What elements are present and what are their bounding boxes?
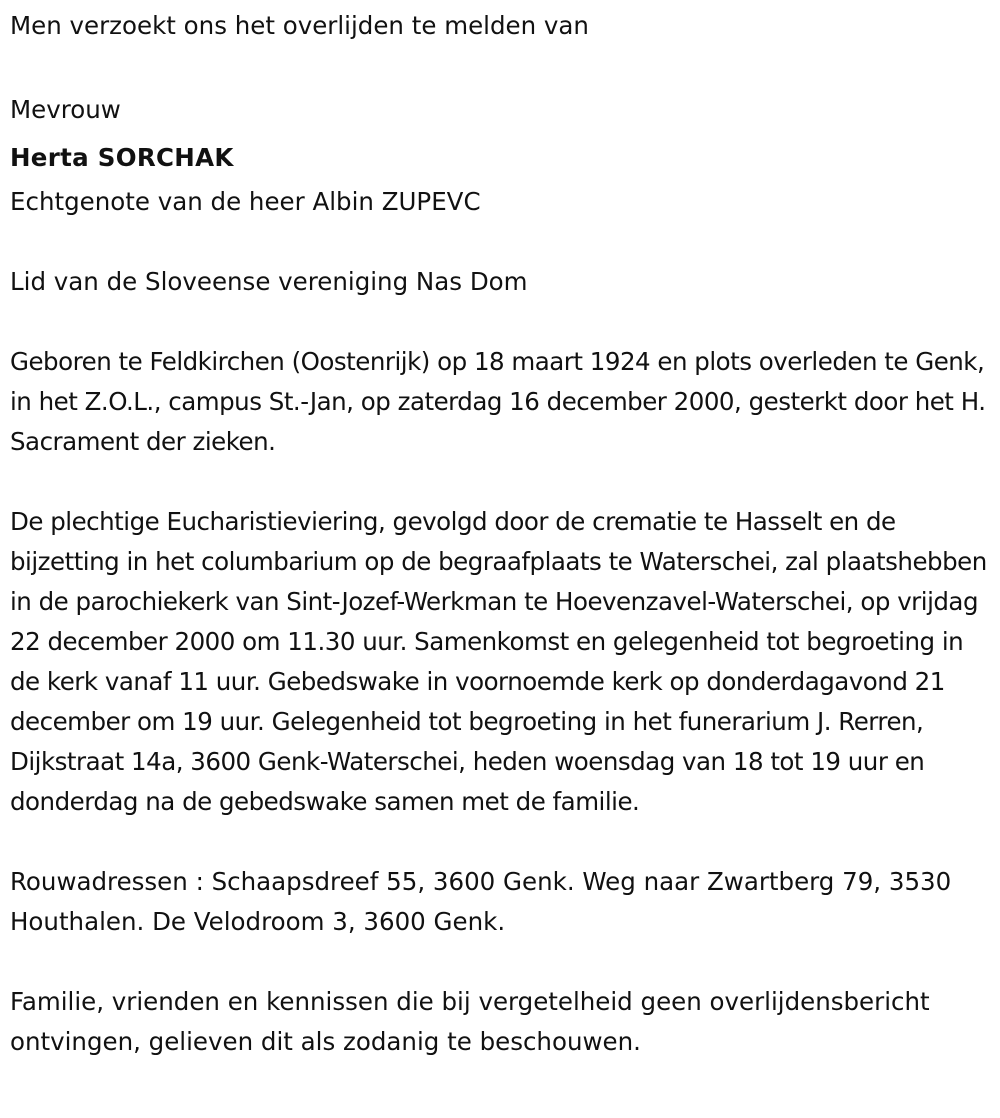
spacer bbox=[10, 822, 994, 862]
ceremony-paragraph: De plechtige Eucharistieviering, gevolgd door de crematie te Hasselt en de bijzetting in het columbarium op de begraafplaats te Waterschei, zal plaatshebben in de parochiekerk van Sint-Jozef-Werkman te Hoevenzavel-Waterschei, op vrijdag 22 december 2000 om 11.30 uur. Samenkomst en gelegenheid tot begroeting in de kerk vanaf 11 uur. Gebedswake in voornoemde kerk op donderdagavond 21 december om 19 uur. Gelegenheid tot begroeting in het funerarium J. Rerren, Dijkstraat 14a, 3600 Genk-Waterschei, heden woensdag van 18 tot 19 uur en donderdag na de gebedswake samen met de familie. bbox=[10, 507, 987, 816]
spacer bbox=[10, 942, 994, 982]
spacer bbox=[10, 46, 994, 86]
addresses-paragraph: Rouwadressen : Schaapsdreef 55, 3600 Genk. Weg naar Zwartberg 79, 3530 Houthalen. De Velodroom 3, 3600 Genk. bbox=[10, 867, 952, 936]
closing-paragraph: Familie, vrienden en kennissen die bij vergetelheid geen overlijdensbericht ontvingen, gelieven dit als zodanig te beschouwen. bbox=[10, 987, 930, 1056]
spacer bbox=[10, 222, 994, 262]
birth-death-paragraph: Geboren te Feldkirchen (Oostenrijk) op 18 maart 1924 en plots overleden te Genk, in het Z.O.L., campus St.-Jan, op zaterdag 16 december 2000, gesterkt door het H. Sacrament der zieken. bbox=[10, 347, 986, 456]
deceased-name: Herta SORCHAK bbox=[10, 143, 234, 172]
spacer bbox=[10, 462, 994, 502]
spacer bbox=[10, 302, 994, 342]
intro-line: Men verzoekt ons het overlijden te melden van bbox=[10, 11, 589, 40]
spouse-line: Echtgenote van de heer Albin ZUPEVC bbox=[10, 187, 481, 216]
membership-line: Lid van de Sloveense vereniging Nas Dom bbox=[10, 267, 528, 296]
salutation: Mevrouw bbox=[10, 95, 121, 124]
death-notice bbox=[10, 6, 994, 1062]
